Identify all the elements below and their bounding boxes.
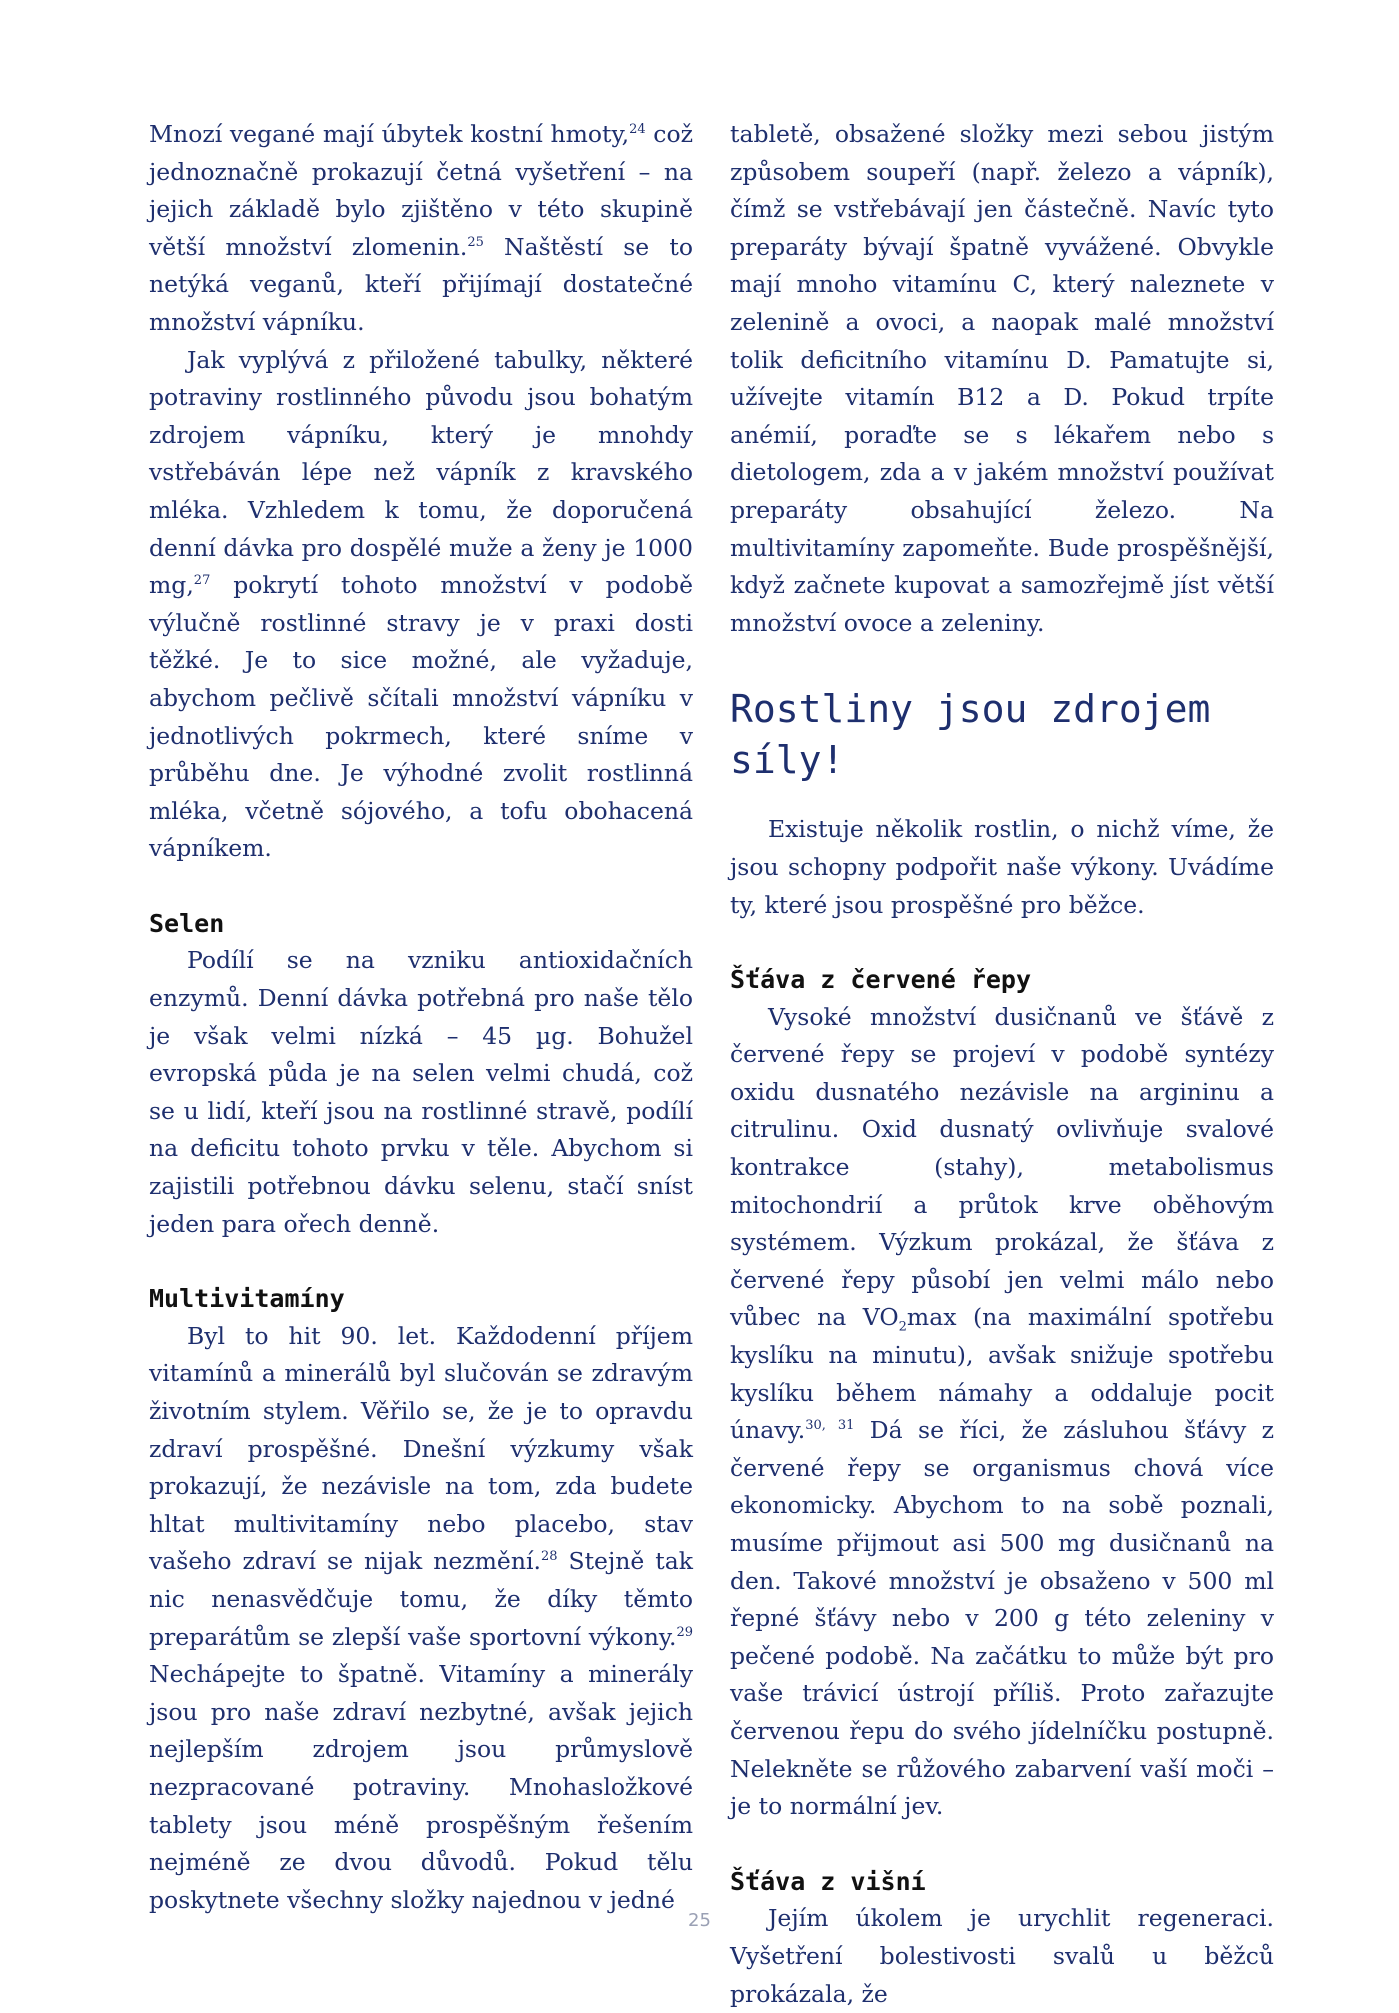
footnote-ref: 24: [629, 122, 646, 138]
multivitamins-paragraph: Byl to hit 90. let. Každodenní příjem vitamínů a minerálů byl slučován se zdravým životním stylem. Věřilo se, že je to opravdu zdraví prospěšné. Dnešní výzkumy však prokazují, že nezávisle na tom, zda budete hltat multivitamíny nebo placebo, stav vašeho zdraví se nijak nezmění.$^{28}$ Stejně tak nic nenasvědčuje tomu, že díky těmto preparátům se zlepší vaše sportovní výkony.$^{29}$ Nechápejte to špatně. Vitamíny a minerály jsou pro naše zdraví nezbytné, avšak jejich nejlepším zdrojem jsou průmyslově nezpracované potraviny. Mnohasložkové tablety jsou méně prospěšným řešením nejméně ze dvou důvodů. Pokud tělu poskytnete všechny složky najednou v jedné: [149, 1321, 693, 1914]
selen-paragraph: Podílí se na vzniku antioxidačních enzymů. Denní dávka potřebná pro naše tělo je však velmi nízká – 45 µg. Bohužel evropská půda je na selen velmi chudá, což se u lidí, kteří jsou na rostlinné stravě, podílí na deficitu tohoto prvku v těle. Abychom si zajistili potřebnou dávku selenu, stačí sníst jeden para ořech denně.: [149, 946, 693, 1238]
footnote-ref: 25: [467, 234, 484, 250]
multivitamins-heading: Multivitamíny: [149, 1284, 345, 1314]
plants-intro-paragraph: Existuje několik rostlin, o nichž víme, že jsou schopny podpořit naše výkony. Uvádíme ty, které jsou prospěšné pro běžce.: [730, 815, 1274, 919]
cherry-juice-paragraph: Jejím úkolem je urychlit regeneraci. Vyšetření bolestivosti svalů u běžců prokázala, že: [730, 1904, 1274, 2008]
left-column: [149, 116, 693, 1919]
calcium-paragraph: Jak vyplývá z přiložené tabulky, některé potraviny rostlinného původu jsou bohatým zdrojem vápníku, který je mnohdy vstřebáván lépe než vápník z kravského mléka. Vzhledem k tomu, že doporučená denní dávka pro dospělé muže a ženy je 1000 mg,$^{27}$ pokrytí tohoto množství v podobě výlučně rostlinné stravy je v praxi dosti těžké. Je to sice možné, ale vyžaduje, abychom pečlivě sčítali množství vápníku v jednotlivých pokrmech, které sníme v průběhu dne. Je výhodné zvolit rostlinná mléka, včetně sójového, a tofu obohacená vápníkem.: [149, 345, 693, 863]
intro-paragraph: Mnozí vegané mají úbytek kostní hmoty,$^{24}$ což jednoznačně prokazují četná vyšetření – na jejich základě bylo zjištěno v této skupině větší množství zlomenin.$^{25}$ Naštěstí se to netýká veganů, kteří přijímají dostatečné množství vápníku.: [149, 120, 693, 336]
right-column: [730, 116, 1274, 2013]
beet-juice-paragraph: Vysoké množství dusičnanů ve šťávě z červené řepy se projeví v podobě syntézy oxidu dusnatého nezávisle na argininu a citrulinu. Oxid dusnatý ovlivňuje svalové kontrakce (stahy), metabolismus mitochondrií a průtok krve oběhovým systémem. Výzkum prokázal, že šťáva z červené řepy působí jen velmi málo nebo vůbec na $VO_2\max$ (na maximální spotřebu kyslíku na minutu), avšak snižuje spotřebu kyslíku během námahy a oddaluje pocit únavy.$^{30, 31}$ Dá se říci, že zásluhou šťávy z červené řepy se organismus chová více ekonomicky. Abychom to na sobě poznali, musíme přijmout asi 500 mg dusičnanů na den. Takové množství je obsaženo v 500 ml řepné šťávy nebo v 200 g této zeleniny v pečené podobě. Na začátku to může být pro vaše trávicí ústrojí příliš. Proto zařazujte červenou řepu do svého jídelníčku postupně. Nelekněte se růžového zabarvení vaší moči – je to normální jev.: [730, 1002, 1274, 1821]
continued-paragraph: tabletě, obsažené složky mezi sebou jistým způsobem soupeří (např. železo a vápník), čímž se vstřebávají jen částečně. Navíc tyto preparáty bývají špatně vyvážené. Obvykle mají mnoho vitamínu C, který naleznete v zelenině a ovoci, a naopak malé množství tolik deficitního vitamínu D. Pamatujte si, užívejte vitamín B12 a D. Pokud trpíte anémií, poraďte se s lékařem nebo s dietologem, zda a v jakém množství používat preparáty obsahující železo. Na multivitamíny zapomeňte. Bude prospěšnější, když začnete kupovat a samozřejmě jíst větší množství ovoce a zeleniny.: [730, 120, 1274, 637]
footnote-ref: 27: [193, 573, 211, 589]
section-title: Rostliny jsou zdrojem síly!: [730, 687, 1211, 783]
cherry-juice-heading: Šťáva z višní: [730, 1866, 926, 1896]
footnote-ref: 30, 31: [805, 1418, 855, 1434]
footnote-ref: 29: [676, 1624, 693, 1640]
subscript: 2: [898, 1320, 907, 1336]
beet-juice-heading: Šťáva z červené řepy: [730, 965, 1032, 995]
page-number: 25: [688, 1910, 711, 1931]
footnote-ref: 28: [540, 1549, 558, 1565]
selen-heading: Selen: [149, 908, 225, 938]
